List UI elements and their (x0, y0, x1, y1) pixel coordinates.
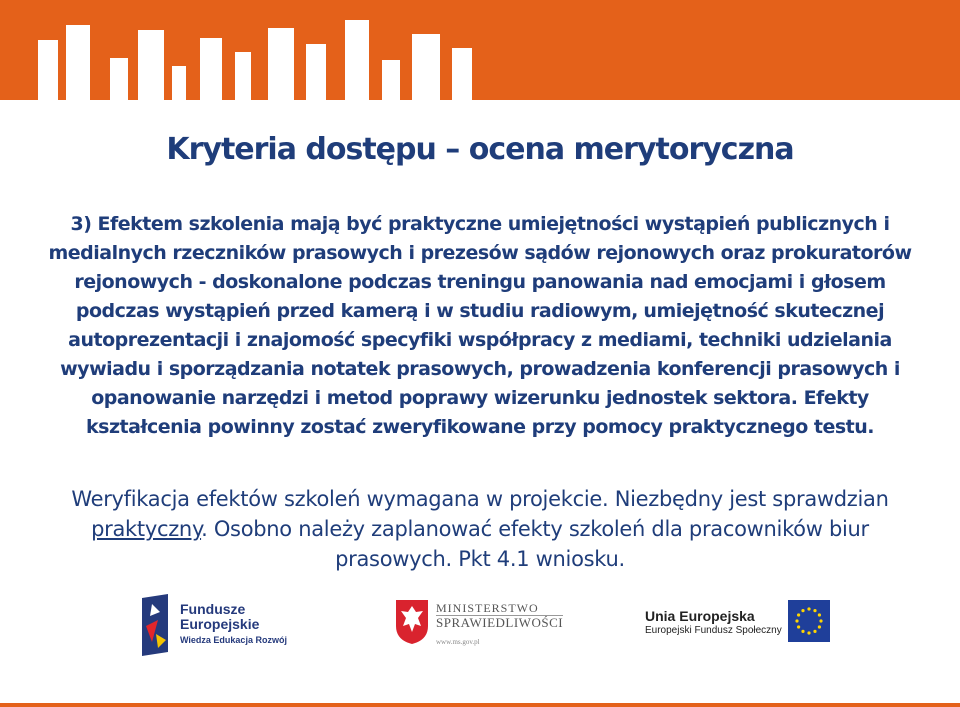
banner-decoration (138, 30, 164, 100)
fundusze-program: Wiedza Edukacja Rozwój (180, 635, 287, 645)
banner-decoration (235, 52, 251, 100)
footer-bar (0, 703, 960, 707)
ministerstwo-line2: SPRAWIEDLIWOŚCI (436, 615, 564, 630)
ue-fund: Europejski Fundusz Społeczny (645, 625, 782, 636)
banner-decoration (452, 48, 472, 100)
banner-decoration (38, 40, 58, 100)
verification-part-1: Weryfikacja efektów szkoleń wymagana w projekcie. Niezbędny jest sprawdzian (71, 487, 889, 511)
banner-decoration (66, 25, 90, 100)
banner-decoration (412, 34, 440, 100)
criteria-text (40, 210, 920, 442)
banner-decoration (268, 28, 294, 100)
banner-decoration (306, 44, 326, 100)
fundusze-europejskie-emblem-icon (138, 594, 172, 656)
polish-eagle-emblem-icon (396, 600, 428, 644)
banner-decoration (382, 60, 400, 100)
verification-underlined: praktyczny (91, 517, 202, 541)
logo-unia-europejska (645, 600, 830, 650)
verification-text (40, 484, 920, 574)
eu-flag-icon (788, 600, 830, 642)
ministerstwo-line1: MINISTERSTWO (436, 601, 539, 615)
criteria-lead: 3) Efektem szkolenia mają być praktyczne umiejętności wystąpień publicznych i medialnych rzeczników prasowych i prezesów sądów rejonowych oraz prokuratorów rejonowych - doskonalone podczas treningu panowania nad emocjami i głosem podczas wystąpień przed kamerą i w studiu radiowym, (48, 213, 912, 322)
ministerstwo-url: www.ms.gov.pl (436, 638, 480, 646)
logo-ministerstwo-sprawiedliwosci (396, 596, 566, 654)
fundusze-name-line2: Europejskie (180, 616, 260, 632)
criteria-rest: umiejętność skutecznej autoprezentacji i znajomość specyfiki współpracy z mediami, techniki udzielania wywiadu i sporządzania notatek prasowych, prowadzenia konferencji prasowych i opanowanie narzędzi i metod poprawy wizerunku jednostek sektora. Efekty kształcenia powinny zostać zweryfikowane przy pomocy praktycznego testu. (60, 300, 900, 438)
banner-decoration (200, 38, 222, 100)
ue-name: Unia Europejska (645, 608, 755, 624)
verification-part-2: . Osobno należy zaplanować efekty szkoleń dla pracowników biur prasowych. Pkt 4.1 wniosku. (201, 517, 869, 571)
banner-decoration (345, 20, 369, 100)
fundusze-name-line1: Fundusze (180, 601, 246, 617)
header-banner (0, 0, 960, 100)
logo-fundusze-europejskie (138, 594, 298, 656)
logo-bar (0, 590, 960, 660)
banner-decoration (110, 58, 128, 100)
banner-decoration (172, 66, 186, 100)
page-title: Kryteria dostępu – ocena merytoryczna (166, 132, 794, 167)
